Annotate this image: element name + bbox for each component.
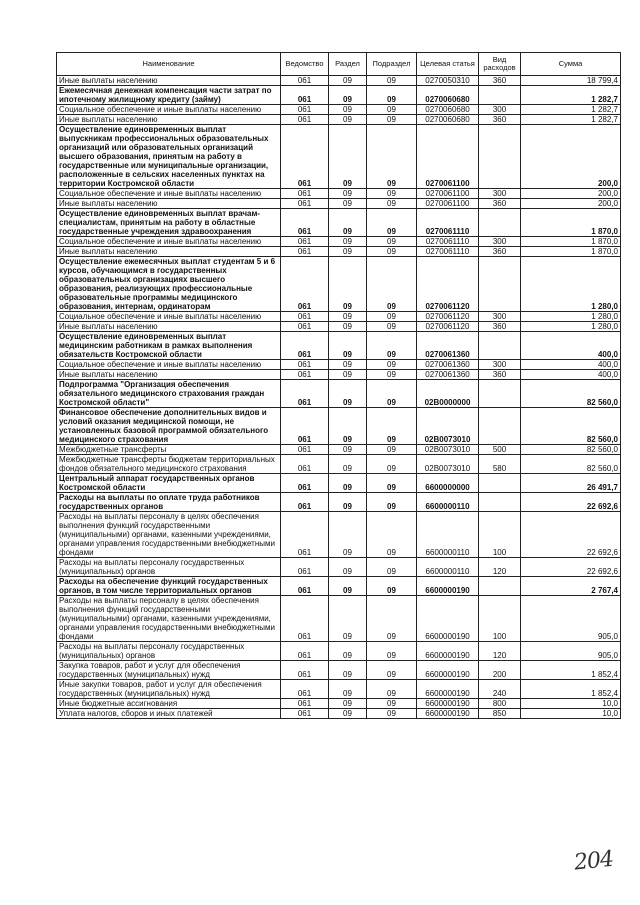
row-exptype: 360 <box>479 247 521 257</box>
table-row <box>57 115 621 125</box>
row-name: Подпрограмма "Организация обеспечения обязательного медицинского страхования граждан Костромской области" <box>57 380 281 408</box>
row-section: 09 <box>329 709 367 719</box>
row-subsection: 09 <box>367 661 417 680</box>
table-row <box>57 699 621 709</box>
row-name: Ежемесячная денежная компенсация части затрат по ипотечному жилищному кредиту (займу) <box>57 86 281 105</box>
header-article: Целевая статья <box>417 53 479 76</box>
table-row <box>57 189 621 199</box>
row-sum: 26 491,7 <box>521 474 621 493</box>
table-row <box>57 642 621 661</box>
row-section: 09 <box>329 332 367 360</box>
row-dept: 061 <box>281 699 329 709</box>
row-name: Социальное обеспечение и иные выплаты населению <box>57 105 281 115</box>
row-sum: 82 560,0 <box>521 455 621 474</box>
row-subsection: 09 <box>367 332 417 360</box>
table-row <box>57 380 621 408</box>
row-dept: 061 <box>281 312 329 322</box>
row-name: Иные закупки товаров, работ и услуг для обеспечения государственных (муниципальных) нужд <box>57 680 281 699</box>
row-name: Иные бюджетные ассигнования <box>57 699 281 709</box>
row-article: 6600000190 <box>417 596 479 642</box>
row-dept: 061 <box>281 455 329 474</box>
row-exptype: 300 <box>479 312 521 322</box>
row-exptype <box>479 474 521 493</box>
table-row <box>57 237 621 247</box>
table-row <box>57 577 621 596</box>
row-sum: 200,0 <box>521 189 621 199</box>
row-dept: 061 <box>281 661 329 680</box>
row-exptype: 360 <box>479 115 521 125</box>
row-sum: 82 560,0 <box>521 445 621 455</box>
row-exptype <box>479 209 521 237</box>
row-article: 0270061360 <box>417 360 479 370</box>
row-exptype: 120 <box>479 642 521 661</box>
row-dept: 061 <box>281 332 329 360</box>
row-name: Иные выплаты населению <box>57 76 281 86</box>
table-row <box>57 209 621 237</box>
row-subsection: 09 <box>367 642 417 661</box>
row-article: 6600000110 <box>417 558 479 577</box>
row-exptype: 580 <box>479 455 521 474</box>
table-row <box>57 86 621 105</box>
row-dept: 061 <box>281 86 329 105</box>
row-subsection: 09 <box>367 237 417 247</box>
row-dept: 061 <box>281 642 329 661</box>
table-row <box>57 257 621 312</box>
row-name: Иные выплаты населению <box>57 370 281 380</box>
row-section: 09 <box>329 199 367 209</box>
row-name: Расходы на выплаты персоналу государственных (муниципальных) органов <box>57 558 281 577</box>
row-subsection: 09 <box>367 512 417 558</box>
row-article: 0270061100 <box>417 189 479 199</box>
row-name: Иные выплаты населению <box>57 322 281 332</box>
row-dept: 061 <box>281 596 329 642</box>
row-name: Социальное обеспечение и иные выплаты населению <box>57 360 281 370</box>
row-exptype <box>479 257 521 312</box>
row-dept: 061 <box>281 189 329 199</box>
row-article: 6600000110 <box>417 493 479 512</box>
row-sum: 82 560,0 <box>521 380 621 408</box>
table-row <box>57 512 621 558</box>
header-section: Раздел <box>329 53 367 76</box>
row-section: 09 <box>329 596 367 642</box>
row-name: Центральный аппарат государственных органов Костромской области <box>57 474 281 493</box>
row-name: Осуществление единовременных выплат врачам-специалистам, принятым на работу в областные государственные учреждения здравоохранения <box>57 209 281 237</box>
row-name: Осуществление единовременных выплат выпускникам профессиональных образовательных организаций или образовательных организаций высшего образования, принятым на работу в государственные или муниципальные организации, расположенные в сельских населенных пунктах на территории Костромской области <box>57 125 281 189</box>
row-article: 0270061110 <box>417 247 479 257</box>
row-exptype: 800 <box>479 699 521 709</box>
row-dept: 061 <box>281 577 329 596</box>
row-article: 0270060680 <box>417 86 479 105</box>
row-section: 09 <box>329 257 367 312</box>
table-row <box>57 105 621 115</box>
table-row <box>57 493 621 512</box>
row-sum: 400,0 <box>521 360 621 370</box>
row-article: 02В0073010 <box>417 445 479 455</box>
row-exptype <box>479 493 521 512</box>
row-exptype: 850 <box>479 709 521 719</box>
row-dept: 061 <box>281 474 329 493</box>
row-section: 09 <box>329 370 367 380</box>
row-name: Межбюджетные трансферты бюджетам территориальных фондов обязательного медицинского страхования <box>57 455 281 474</box>
row-subsection: 09 <box>367 380 417 408</box>
row-exptype: 300 <box>479 237 521 247</box>
row-sum: 200,0 <box>521 199 621 209</box>
table-row <box>57 199 621 209</box>
row-section: 09 <box>329 642 367 661</box>
table-header-row <box>57 53 621 76</box>
row-article: 0270060680 <box>417 105 479 115</box>
row-subsection: 09 <box>367 474 417 493</box>
table-row <box>57 680 621 699</box>
row-sum: 1 282,7 <box>521 105 621 115</box>
row-article: 6600000110 <box>417 512 479 558</box>
row-section: 09 <box>329 699 367 709</box>
row-sum: 1 282,7 <box>521 86 621 105</box>
row-exptype: 240 <box>479 680 521 699</box>
row-exptype: 300 <box>479 189 521 199</box>
row-subsection: 09 <box>367 257 417 312</box>
row-section: 09 <box>329 680 367 699</box>
header-exptype: Вид расходов <box>479 53 521 76</box>
row-exptype: 200 <box>479 661 521 680</box>
row-article: 0270050310 <box>417 76 479 86</box>
row-exptype <box>479 577 521 596</box>
row-name: Расходы на выплаты персоналу в целях обеспечения выполнения функций государственными (муниципальными) органами, казенными учреждениями, органами управления государственными внебюджетными фондами <box>57 596 281 642</box>
row-name: Социальное обеспечение и иные выплаты населению <box>57 237 281 247</box>
row-exptype: 300 <box>479 360 521 370</box>
row-article: 0270061360 <box>417 370 479 380</box>
row-exptype: 360 <box>479 76 521 86</box>
row-section: 09 <box>329 360 367 370</box>
row-section: 09 <box>329 86 367 105</box>
row-subsection: 09 <box>367 105 417 115</box>
row-subsection: 09 <box>367 189 417 199</box>
row-sum: 1 280,0 <box>521 257 621 312</box>
row-article: 0270060680 <box>417 115 479 125</box>
row-name: Межбюджетные трансферты <box>57 445 281 455</box>
row-section: 09 <box>329 661 367 680</box>
table-row <box>57 370 621 380</box>
row-subsection: 09 <box>367 699 417 709</box>
row-name: Расходы на выплаты по оплате труда работников государственных органов <box>57 493 281 512</box>
row-dept: 061 <box>281 105 329 115</box>
row-dept: 061 <box>281 445 329 455</box>
row-sum: 1 852,4 <box>521 661 621 680</box>
row-article: 6600000190 <box>417 699 479 709</box>
row-subsection: 09 <box>367 709 417 719</box>
row-article: 6600000190 <box>417 680 479 699</box>
row-exptype <box>479 86 521 105</box>
row-section: 09 <box>329 577 367 596</box>
table-row <box>57 360 621 370</box>
table-row <box>57 247 621 257</box>
row-dept: 061 <box>281 209 329 237</box>
row-article: 6600000190 <box>417 577 479 596</box>
row-name: Социальное обеспечение и иные выплаты населению <box>57 312 281 322</box>
row-sum: 10,0 <box>521 699 621 709</box>
row-sum: 200,0 <box>521 125 621 189</box>
row-sum: 22 692,6 <box>521 512 621 558</box>
row-sum: 1 870,0 <box>521 247 621 257</box>
row-subsection: 09 <box>367 125 417 189</box>
row-sum: 905,0 <box>521 642 621 661</box>
row-name: Закупка товаров, работ и услуг для обеспечения государственных (муниципальных) нужд <box>57 661 281 680</box>
row-section: 09 <box>329 237 367 247</box>
row-subsection: 09 <box>367 209 417 237</box>
row-exptype: 360 <box>479 322 521 332</box>
budget-sheet <box>56 52 620 719</box>
row-article: 0270061110 <box>417 209 479 237</box>
row-sum: 82 560,0 <box>521 408 621 445</box>
row-subsection: 09 <box>367 445 417 455</box>
row-subsection: 09 <box>367 199 417 209</box>
row-article: 0270061100 <box>417 125 479 189</box>
row-dept: 061 <box>281 680 329 699</box>
row-dept: 061 <box>281 76 329 86</box>
row-sum: 1 282,7 <box>521 115 621 125</box>
row-dept: 061 <box>281 247 329 257</box>
row-subsection: 09 <box>367 86 417 105</box>
row-exptype: 100 <box>479 512 521 558</box>
row-sum: 1 870,0 <box>521 209 621 237</box>
row-section: 09 <box>329 512 367 558</box>
row-sum: 22 692,6 <box>521 493 621 512</box>
row-sum: 1 870,0 <box>521 237 621 247</box>
row-article: 6600000190 <box>417 709 479 719</box>
table-row <box>57 455 621 474</box>
row-sum: 2 767,4 <box>521 577 621 596</box>
row-name: Расходы на выплаты персоналу в целях обеспечения выполнения функций государственными (муниципальными) органами, казенными учреждениями, органами управления государственными внебюджетными фондами <box>57 512 281 558</box>
header-dept: Ведомство <box>281 53 329 76</box>
table-row <box>57 558 621 577</box>
row-sum: 1 280,0 <box>521 322 621 332</box>
row-dept: 061 <box>281 125 329 189</box>
row-section: 09 <box>329 322 367 332</box>
row-subsection: 09 <box>367 455 417 474</box>
row-name: Иные выплаты населению <box>57 199 281 209</box>
row-dept: 061 <box>281 199 329 209</box>
row-article: 0270061120 <box>417 312 479 322</box>
row-sum: 1 852,4 <box>521 680 621 699</box>
row-exptype: 100 <box>479 596 521 642</box>
header-subsection: Подраздел <box>367 53 417 76</box>
row-section: 09 <box>329 380 367 408</box>
row-subsection: 09 <box>367 76 417 86</box>
table-row <box>57 125 621 189</box>
table-row <box>57 76 621 86</box>
row-section: 09 <box>329 76 367 86</box>
row-subsection: 09 <box>367 558 417 577</box>
row-name: Расходы на выплаты персоналу государственных (муниципальных) органов <box>57 642 281 661</box>
row-article: 0270061110 <box>417 237 479 247</box>
row-exptype <box>479 380 521 408</box>
row-dept: 061 <box>281 115 329 125</box>
row-article: 0270061120 <box>417 257 479 312</box>
row-subsection: 09 <box>367 115 417 125</box>
row-section: 09 <box>329 493 367 512</box>
row-dept: 061 <box>281 360 329 370</box>
row-subsection: 09 <box>367 493 417 512</box>
row-section: 09 <box>329 189 367 199</box>
row-sum: 400,0 <box>521 332 621 360</box>
row-subsection: 09 <box>367 360 417 370</box>
table-row <box>57 332 621 360</box>
row-sum: 10,0 <box>521 709 621 719</box>
row-section: 09 <box>329 115 367 125</box>
row-exptype: 500 <box>479 445 521 455</box>
row-exptype: 300 <box>479 105 521 115</box>
row-subsection: 09 <box>367 370 417 380</box>
row-article: 6600000000 <box>417 474 479 493</box>
table-row <box>57 596 621 642</box>
row-exptype <box>479 408 521 445</box>
row-section: 09 <box>329 247 367 257</box>
row-article: 6600000190 <box>417 661 479 680</box>
row-dept: 061 <box>281 408 329 445</box>
row-section: 09 <box>329 474 367 493</box>
row-exptype: 360 <box>479 199 521 209</box>
row-section: 09 <box>329 558 367 577</box>
row-dept: 061 <box>281 709 329 719</box>
row-sum: 1 280,0 <box>521 312 621 322</box>
page-number: 204 <box>572 846 615 876</box>
row-subsection: 09 <box>367 680 417 699</box>
row-section: 09 <box>329 105 367 115</box>
row-article: 02В0073010 <box>417 408 479 445</box>
row-name: Социальное обеспечение и иные выплаты населению <box>57 189 281 199</box>
row-article: 6600000190 <box>417 642 479 661</box>
row-article: 0270061120 <box>417 322 479 332</box>
table-row <box>57 709 621 719</box>
row-subsection: 09 <box>367 577 417 596</box>
header-sum: Сумма <box>521 53 621 76</box>
table-row <box>57 474 621 493</box>
row-dept: 061 <box>281 493 329 512</box>
row-section: 09 <box>329 125 367 189</box>
table-row <box>57 322 621 332</box>
row-name: Иные выплаты населению <box>57 115 281 125</box>
row-sum: 22 692,6 <box>521 558 621 577</box>
row-article: 0270061360 <box>417 332 479 360</box>
row-name: Расходы на обеспечение функций государственных органов, в том числе территориальных органов <box>57 577 281 596</box>
row-dept: 061 <box>281 370 329 380</box>
row-subsection: 09 <box>367 596 417 642</box>
row-section: 09 <box>329 312 367 322</box>
row-section: 09 <box>329 209 367 237</box>
row-subsection: 09 <box>367 312 417 322</box>
table-row <box>57 445 621 455</box>
row-sum: 18 799,4 <box>521 76 621 86</box>
row-subsection: 09 <box>367 322 417 332</box>
row-subsection: 09 <box>367 408 417 445</box>
header-name: Наименование <box>57 53 281 76</box>
table-row <box>57 661 621 680</box>
row-section: 09 <box>329 408 367 445</box>
budget-table <box>56 52 621 719</box>
row-article: 02В0000000 <box>417 380 479 408</box>
row-subsection: 09 <box>367 247 417 257</box>
row-name: Осуществление единовременных выплат медицинским работникам в рамках выполнения обязательств Костромской области <box>57 332 281 360</box>
row-name: Уплата налогов, сборов и иных платежей <box>57 709 281 719</box>
row-exptype <box>479 332 521 360</box>
row-exptype: 120 <box>479 558 521 577</box>
row-section: 09 <box>329 455 367 474</box>
row-name: Осуществление ежемесячных выплат студентам 5 и 6 курсов, обучающимся в государственных образовательных организациях высшего образования, реализующих профессиональные образовательные программы медицинского образования, интернам, ординаторам <box>57 257 281 312</box>
row-dept: 061 <box>281 237 329 247</box>
row-exptype <box>479 125 521 189</box>
row-exptype: 360 <box>479 370 521 380</box>
row-sum: 905,0 <box>521 596 621 642</box>
row-article: 0270061100 <box>417 199 479 209</box>
table-row <box>57 312 621 322</box>
row-sum: 400,0 <box>521 370 621 380</box>
table-row <box>57 408 621 445</box>
row-name: Финансовое обеспечение дополнительных видов и условий оказания медицинской помощи, не установленных базовой программой обязательного медицинского страхования <box>57 408 281 445</box>
row-name: Иные выплаты населению <box>57 247 281 257</box>
row-dept: 061 <box>281 512 329 558</box>
row-article: 02В0073010 <box>417 455 479 474</box>
row-dept: 061 <box>281 558 329 577</box>
row-section: 09 <box>329 445 367 455</box>
row-dept: 061 <box>281 257 329 312</box>
row-dept: 061 <box>281 380 329 408</box>
row-dept: 061 <box>281 322 329 332</box>
